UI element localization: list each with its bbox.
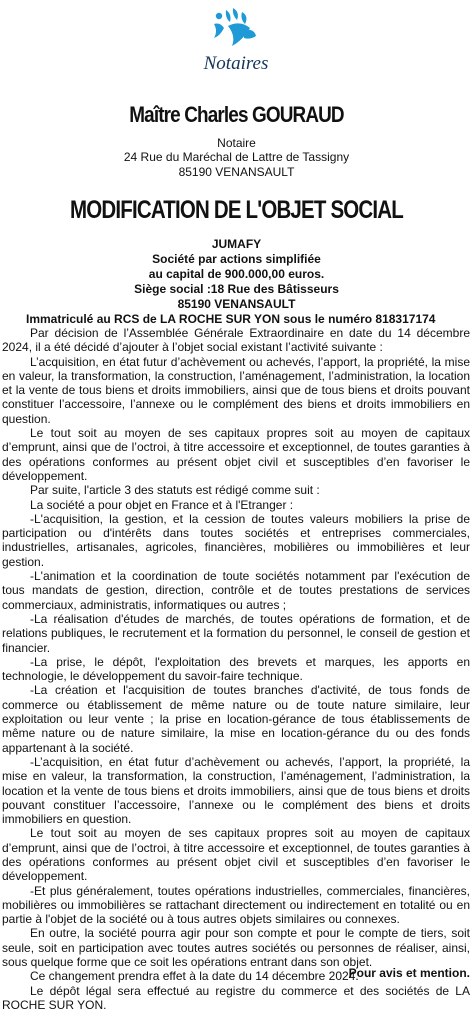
paragraph: -La réalisation d'études de marchés, de toutes opérations de formation, et de relations publiques, le recrutement et la formation du personnel, le conseil de gestion et financier. xyxy=(2,611,470,655)
paragraph: Le dépôt légal sera effectué au registre du commerce et des sociétés de LA ROCHE SUR YON. xyxy=(2,983,470,1012)
paragraph: -La prise, le dépôt, l'exploitation des brevets et marques, les apports en technologie, le développement du savoir-faire technique. xyxy=(2,654,470,684)
paragraph: La société a pour objet en France et à l'Etranger : xyxy=(30,497,294,512)
company-seat-city: 85190 VENANSAULT xyxy=(177,297,296,311)
company-seat: Siège social :18 Rue des Bâtisseurs xyxy=(134,282,339,296)
closing-mention: Pour avis et mention. xyxy=(348,966,470,980)
paragraph: -Et plus généralement, toutes opérations industrielles, commerciales, financières, mobilières ou immobilières se rattachant directement ou indirectement en totalité ou en partie à l'objet de la société ou à tous autres objets similaires ou connexes. xyxy=(2,883,470,927)
notaires-logo xyxy=(176,6,296,76)
paragraph: -L’acquisition, en état futur d’achèvement ou achevés, l’apport, la propriété, la mise en valeur, la transformation, la construction, l’aménagement, l’administration, la location et la vente de tous biens et droits immobiliers, ainsi que de tous biens et droits pouvant constituer l’accessoire, l’annexe ou le complément des biens et droits immobiliers en question. xyxy=(2,754,470,827)
paragraph: L’acquisition, en état futur d’achèvement ou achevés, l’apport, la propriété, la mise en valeur, la transformation, la construction, l’aménagement, l’administration, la location et la vente de tous biens et droits immobiliers, ainsi que de tous biens et droits pouvant constituer l’accessoire, l’annexe ou le complément des biens et droits immobiliers en question. xyxy=(2,354,470,426)
notice-title: MODIFICATION DE L'OBJET SOCIAL xyxy=(70,196,403,224)
paragraph: Par décision de l’Assemblée Générale Extraordinaire en date du 14 décembre 2024, il a été décidé d’ajouter à l’objet social existant l’activité suivante : xyxy=(2,326,470,355)
company-rcs: Immatriculé au RCS de LA ROCHE SUR YON sous le numéro 818317174 xyxy=(26,312,436,326)
company-form: Société par actions simplifiée xyxy=(152,252,321,266)
paragraph: Le tout soit au moyen de ses capitaux propres soit au moyen de capitaux d’emprunt, ainsi que de l’octroi, à titre accessoire et exceptionnel, de toutes garanties à des opérations conformes au présent objet civil et susceptibles d’en favoriser le développement. xyxy=(2,826,470,884)
notary-role: Notaire xyxy=(217,136,256,150)
paragraph: Ce changement prendra effet à la date du 14 décembre 2024. xyxy=(30,969,359,984)
paragraph: -La création et l'acquisition de toutes branches d'activité, de tous fonds de commerce ou établissement de même nature ou de toute nature similaire, leur exploitation ou leur vente ; la prise en location-gérance de tous établissements de même nature ou de nature similaire, la mise en location-gérance du ou des fonds appartenant à la société. xyxy=(2,683,470,755)
notary-name: Maître Charles GOURAUD xyxy=(129,102,344,127)
paragraph: -L'acquisition, la gestion, et la cession de toutes valeurs mobiliers la prise de participation ou d'intérêts dans toutes sociétés et entreprises commerciales, industrielles, artisanales, agricoles, financières, mobilières ou immobilières et leur gestion. xyxy=(2,511,470,569)
paragraph: Le tout soit au moyen de ses capitaux propres soit au moyen de capitaux d’emprunt, ainsi que de l’octroi, à titre accessoire et exceptionnel, de toutes garanties à des opérations conformes au présent objet civil et susceptibles d’en favoriser le développement. xyxy=(2,426,470,483)
company-name: JUMAFY xyxy=(211,237,262,251)
notary-street: 24 Rue du Maréchal de Lattre de Tassigny xyxy=(123,150,350,164)
paragraph: Par suite, l'article 3 des statuts est rédigé comme suit : xyxy=(30,483,320,498)
notaires-emblem-icon xyxy=(210,6,262,52)
notice-body xyxy=(2,326,470,1012)
notary-city: 85190 VENANSAULT xyxy=(178,165,295,179)
company-capital: au capital de 900.000,00 euros. xyxy=(148,267,325,281)
paragraph: En outre, la société pourra agir pour son compte et pour le compte de tiers, soit seule, soit en participation avec toutes autres sociétés ou personnes de réaliser, ainsi, sous quelque forme que ce soit les opérations entrant dans son objet. xyxy=(2,926,470,970)
paragraph: -L'animation et la coordination de toute sociétés notamment par l'exécution de tous mandats de gestion, direction, contrôle et de toutes prestations de services commerciaux, administratis, informatiques ou autres ; xyxy=(2,569,470,612)
logo-wordmark: Notaires xyxy=(203,53,269,74)
